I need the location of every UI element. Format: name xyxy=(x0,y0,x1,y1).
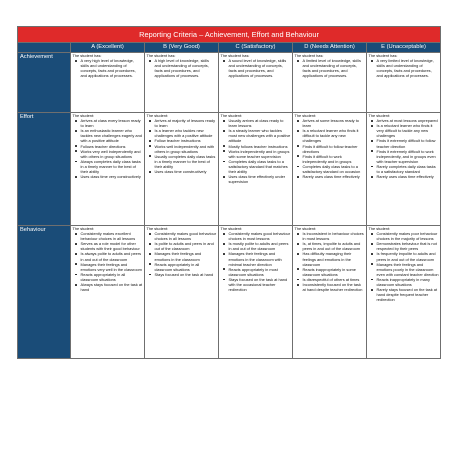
cell-intro: The student: xyxy=(220,226,243,231)
criteria-list xyxy=(295,58,365,78)
criteria-item: Works well independently and with others in group situations xyxy=(147,144,217,154)
criteria-item: Follows teacher directions xyxy=(73,144,143,149)
cell-intro: The student: xyxy=(368,226,391,231)
criteria-item: Is disrespectful of others at times xyxy=(295,277,365,282)
criteria-item: Manages their feelings and emotions in the classroom xyxy=(147,251,217,261)
cell-intro: The student: xyxy=(72,226,95,231)
cell-intro: The student has: xyxy=(220,53,250,58)
criteria-item: Is a learner who tackles new challenges with a positive attitude xyxy=(147,128,217,138)
criteria-item: Consistently makes poor behaviour choices in the majority of lessons xyxy=(369,231,439,241)
cell-intro: The student has: xyxy=(146,53,176,58)
criteria-item: Rarely stays focused on the task at hand despite frequent teacher redirection xyxy=(369,287,439,302)
criteria-item: Manages their feelings and emotions in the classroom with minimal teacher direction xyxy=(221,251,291,266)
criteria-item: Consistently makes good behaviour choices in most lessons xyxy=(221,231,291,241)
criteria-item: Rarely uses class time effectively xyxy=(295,174,365,179)
criteria-list xyxy=(73,58,143,78)
column-header-d: D (Needs Attention) xyxy=(293,43,367,53)
cell-intro: The student: xyxy=(294,113,317,118)
criteria-item: Uses class time very constructively xyxy=(73,174,143,179)
criteria-item: Reacts inappropriately in many classroom situations xyxy=(369,277,439,287)
cell-intro: The student: xyxy=(220,113,243,118)
criteria-row-behaviour xyxy=(18,225,441,358)
criteria-cell-behaviour-c xyxy=(219,225,293,358)
criteria-list xyxy=(221,231,291,292)
criteria-item: Finds it extremely difficult to follow teacher direction xyxy=(369,138,439,148)
criteria-item: Is a reluctant learner who finds it very difficult to tackle any new challenges xyxy=(369,123,439,138)
criteria-item: Always completes daily class tasks in a timely manner to the best of their ability xyxy=(73,159,143,174)
cell-intro: The student: xyxy=(146,226,169,231)
criteria-list xyxy=(73,118,143,179)
criteria-item: Reacts inappropriately in some classroom situations xyxy=(295,267,365,277)
criteria-cell-effort-b xyxy=(145,112,219,225)
criteria-list xyxy=(221,118,291,184)
cell-intro: The student has: xyxy=(72,53,102,58)
cell-intro: The student: xyxy=(146,113,169,118)
criteria-item: Works independently and in groups with some teacher supervision xyxy=(221,149,291,159)
criteria-cell-achievement-c xyxy=(219,52,293,112)
criteria-cell-effort-c xyxy=(219,112,293,225)
criteria-item: Follow teacher instructions xyxy=(147,138,217,143)
criteria-item: Serves as a role model for other students with their good behaviour xyxy=(73,241,143,251)
row-header-behaviour: Behaviour xyxy=(18,225,71,358)
criteria-row-effort xyxy=(18,112,441,225)
criteria-item: A very limited level of knowledge, skills and understanding of concepts, facts and procedures, and applications of processes. xyxy=(369,58,439,78)
criteria-item: Reacts appropriately in all classroom situations xyxy=(147,262,217,272)
criteria-list xyxy=(73,231,143,292)
criteria-item: Reacts appropriately in all classroom situations xyxy=(73,272,143,282)
criteria-item: Consistently makes excellent behaviour choices in all lessons xyxy=(73,231,143,241)
criteria-list xyxy=(369,231,439,302)
cell-intro: The student: xyxy=(368,113,391,118)
criteria-item: Finds it extremely difficult to work independently, and in groups even with teacher supervision xyxy=(369,149,439,164)
criteria-item: Stays focused on the task at hand xyxy=(147,272,217,277)
criteria-item: Usually completes daily class tasks in a timely manner to the best of their ability xyxy=(147,154,217,169)
criteria-cell-effort-a xyxy=(71,112,145,225)
criteria-item: Reacts appropriately in most classroom situations xyxy=(221,267,291,277)
column-header-a: A (Excellent) xyxy=(71,43,145,53)
table-title: Reporting Criteria – Achievement, Effort and Behaviour xyxy=(18,27,441,43)
criteria-item: Consistently makes good behaviour choices in all lessons xyxy=(147,231,217,241)
criteria-cell-achievement-d xyxy=(293,52,367,112)
criteria-cell-behaviour-d xyxy=(293,225,367,358)
criteria-cell-achievement-a xyxy=(71,52,145,112)
criteria-item: Uses class time effectively under supervision xyxy=(221,174,291,184)
column-header-e: E (Unacceptable) xyxy=(367,43,441,53)
criteria-item: Is frequently impolite to adults and peers in and out of the classroom xyxy=(369,251,439,261)
criteria-item: Is a reluctant learner who finds it difficult to tackle any new challenges xyxy=(295,128,365,143)
criteria-item: Mostly follows teacher instructions xyxy=(221,144,291,149)
criteria-item: Arrives at some lessons ready to learn xyxy=(295,118,365,128)
criteria-cell-effort-e xyxy=(367,112,441,225)
criteria-list xyxy=(295,231,365,292)
criteria-item: Stays focused on the task at hand with the occasional teacher redirection xyxy=(221,277,291,292)
criteria-item: A sound level of knowledge, skills and understanding of concepts, facts and procedures, and applications of processes. xyxy=(221,58,291,78)
corner-cell xyxy=(18,43,71,53)
criteria-item: Is, at times, impolite to adults and peers in and out of the classroom xyxy=(295,241,365,251)
column-header-row xyxy=(18,43,441,53)
criteria-cell-achievement-b xyxy=(145,52,219,112)
criteria-item: Arrives at most lessons unprepared xyxy=(369,118,439,123)
criteria-cell-behaviour-e xyxy=(367,225,441,358)
criteria-item: Has difficulty managing their feelings and emotions in the classroom xyxy=(295,251,365,266)
criteria-item: Is mostly polite to adults and peers in and out of the classroom xyxy=(221,241,291,251)
criteria-item: Is always polite to adults and peers in and out of the classroom xyxy=(73,251,143,261)
column-header-b: B (Very Good) xyxy=(145,43,219,53)
criteria-item: Demonstrates behaviour that is not respected by their peers xyxy=(369,241,439,251)
criteria-item: Is inconsistent in behaviour choices in most lessons xyxy=(295,231,365,241)
criteria-item: Completes daily class tasks to a satisfactory standard on occasion xyxy=(295,164,365,174)
criteria-item: Rarely uses class time effectively xyxy=(369,174,439,179)
criteria-list xyxy=(369,118,439,179)
criteria-item: Works very well independently and with others in group situations xyxy=(73,149,143,159)
criteria-sheet xyxy=(17,26,440,359)
criteria-list xyxy=(369,58,439,78)
column-header-c: C (Satisfactory) xyxy=(219,43,293,53)
criteria-row-achievement xyxy=(18,52,441,112)
criteria-item: Arrives at majority of lessons ready to learn xyxy=(147,118,217,128)
criteria-item: Uses class time constructively xyxy=(147,169,217,174)
cell-intro: The student has: xyxy=(294,53,324,58)
criteria-list xyxy=(221,58,291,78)
cell-intro: The student has: xyxy=(368,53,398,58)
criteria-item: Usually arrives at class ready to learn lessons xyxy=(221,118,291,128)
criteria-item: Rarely completes daily class tasks to a satisfactory standard xyxy=(369,164,439,174)
row-header-effort: Effort xyxy=(18,112,71,225)
criteria-cell-behaviour-a xyxy=(71,225,145,358)
criteria-item: Is polite to adults and peers in and out of the classroom xyxy=(147,241,217,251)
criteria-item: Arrives at class every lesson ready to learn xyxy=(73,118,143,128)
criteria-list xyxy=(147,231,217,277)
criteria-body xyxy=(18,52,441,358)
criteria-item: A very high level of knowledge, skills and understanding of concepts, facts and procedures, and applications of processes. xyxy=(73,58,143,78)
criteria-list xyxy=(147,118,217,174)
criteria-cell-behaviour-b xyxy=(145,225,219,358)
row-header-achievement: Achievement xyxy=(18,52,71,112)
criteria-item: Always stays focused on the task at hand xyxy=(73,282,143,292)
criteria-list xyxy=(295,118,365,179)
criteria-item: Is a steady learner who tackles most new challenges with a positive attitude xyxy=(221,128,291,143)
criteria-item: Finds it difficult to follow teacher directions xyxy=(295,144,365,154)
criteria-cell-effort-d xyxy=(293,112,367,225)
criteria-item: Is an enthusiastic learner who tackles new challenges eagerly and with a positive attitude xyxy=(73,128,143,143)
criteria-item: Inconsistently focused on the task at hand despite teacher redirection xyxy=(295,282,365,292)
cell-intro: The student: xyxy=(72,113,95,118)
criteria-list xyxy=(147,58,217,78)
criteria-item: Manages their feelings and emotions poorly in the classroom even with constant teacher direction xyxy=(369,262,439,277)
criteria-item: A high level of knowledge, skills and understanding of concepts, facts and procedures, and applications of processes. xyxy=(147,58,217,78)
cell-intro: The student: xyxy=(294,226,317,231)
criteria-item: A limited level of knowledge, skills and understanding of concepts, facts and procedures, and applications of processes. xyxy=(295,58,365,78)
criteria-cell-achievement-e xyxy=(367,52,441,112)
criteria-item: Manages their feelings and emotions very well in the classroom xyxy=(73,262,143,272)
criteria-table xyxy=(17,26,441,359)
criteria-item: Finds it difficult to work independently and in groups xyxy=(295,154,365,164)
criteria-item: Completes daily class tasks to a satisfactory standard that matches their ability xyxy=(221,159,291,174)
